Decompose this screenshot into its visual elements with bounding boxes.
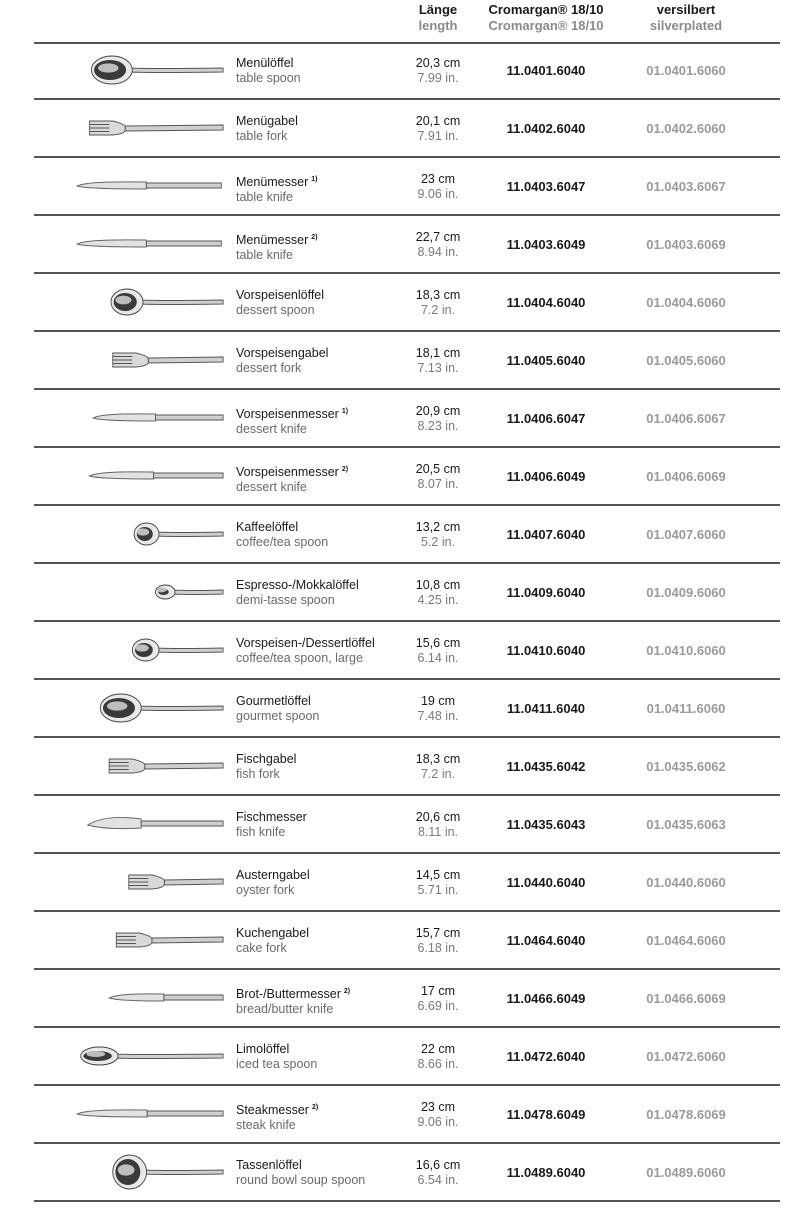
- cromargan-article-number: 11.0489.6040: [506, 1165, 586, 1180]
- length-in: 8.11 in.: [417, 825, 459, 839]
- length-in: 6.54 in.: [417, 1173, 459, 1187]
- length-cm: 20,1 cm: [415, 114, 461, 128]
- item-name-de: [236, 926, 416, 941]
- item-length: [406, 752, 470, 782]
- item-name-de: [236, 114, 416, 129]
- item-length: [406, 1042, 470, 1072]
- silverplated-article-number: 01.0478.6069: [646, 1107, 726, 1122]
- steak-knife-icon: [54, 1086, 232, 1142]
- item-name-en: dessert knife: [236, 480, 307, 495]
- length-cm: 10,8 cm: [415, 578, 461, 592]
- cromargan-article-number: 11.0410.6040: [506, 643, 586, 658]
- table-row: [34, 912, 780, 970]
- item-names: [236, 288, 416, 318]
- butter-knife-icon: [54, 970, 232, 1026]
- footnote-marker: 2): [311, 234, 318, 241]
- item-name-de-text: Austerngabel: [236, 868, 310, 882]
- length-in: 9.06 in.: [417, 187, 459, 201]
- item-length: [406, 230, 470, 260]
- item-names: [236, 984, 416, 1017]
- dessert-spoon-icon: [54, 622, 232, 678]
- length-cm: 20,6 cm: [415, 810, 461, 824]
- cromargan-article-number: 11.0472.6040: [506, 1049, 586, 1064]
- item-name-de-text: Brot-/Buttermesser: [236, 987, 341, 1002]
- item-name-en: dessert spoon: [236, 303, 315, 317]
- item-names: [236, 694, 416, 724]
- item-name-de: [236, 462, 416, 480]
- table-row: [34, 1086, 780, 1144]
- item-name-en: demi-tasse spoon: [236, 593, 335, 607]
- coffee-spoon-icon: [54, 506, 232, 562]
- cromargan-article-number: 11.0409.6040: [506, 585, 586, 600]
- length-in: 9.06 in.: [417, 1115, 459, 1129]
- cromargan-header-en: Cromargan® 18/10: [488, 18, 604, 33]
- item-name-de: [236, 578, 416, 593]
- length-header-en: length: [418, 18, 458, 33]
- length-in: 5.2 in.: [420, 535, 456, 549]
- item-names: [236, 346, 416, 376]
- item-names: [236, 230, 416, 263]
- length-cm: 15,6 cm: [415, 636, 461, 650]
- cromargan-article-number: 11.0435.6042: [506, 759, 586, 774]
- item-name-de: [236, 868, 416, 883]
- item-names: [236, 868, 416, 898]
- item-name-de-text: Gourmetlöffel: [236, 694, 311, 708]
- length-cm: 18,1 cm: [415, 346, 461, 360]
- item-name-de-text: Espresso-/Mokkalöffel: [236, 578, 359, 592]
- item-name-de: [236, 230, 416, 248]
- fish-fork-icon: [54, 738, 232, 794]
- cromargan-article-number: 11.0478.6049: [506, 1107, 586, 1122]
- item-name-de: [236, 520, 416, 535]
- cromargan-header-de: Cromargan® 18/10: [488, 2, 604, 17]
- cromargan-article-number: 11.0466.6049: [506, 991, 586, 1006]
- footnote-marker: 1): [341, 408, 349, 415]
- cromargan-article-number: 11.0464.6040: [506, 933, 586, 948]
- cake-fork-icon: [54, 912, 232, 968]
- item-name-de: [236, 404, 416, 422]
- item-name-de: [236, 810, 416, 825]
- silverplated-article-number: 01.0466.6069: [646, 991, 726, 1006]
- silverplated-article-number: 01.0464.6060: [646, 933, 726, 948]
- cromargan-article-number: 11.0403.6049: [506, 237, 586, 252]
- item-name-de: [236, 1042, 416, 1057]
- item-name-en: fish fork: [236, 767, 280, 781]
- item-name-en: table knife: [236, 248, 293, 263]
- table-row: [34, 158, 780, 216]
- table-header: [34, 0, 780, 44]
- table-row: [34, 216, 780, 274]
- item-name-de-text: Fischgabel: [236, 752, 297, 766]
- gourmet-spoon-icon: [54, 680, 232, 736]
- cromargan-article-number: 11.0440.6040: [506, 875, 586, 890]
- silverplated-article-number: 01.0409.6060: [646, 585, 726, 600]
- table-row: [34, 622, 780, 680]
- item-length: [406, 346, 470, 376]
- item-length: [406, 810, 470, 840]
- item-names: [236, 404, 416, 437]
- item-names: [236, 1042, 416, 1072]
- item-name-en: bread/butter knife: [236, 1002, 334, 1017]
- item-name-en: fish knife: [236, 825, 286, 839]
- product-table: [34, 42, 780, 1202]
- length-in: 7.91 in.: [417, 129, 459, 143]
- silverplated-article-number: 01.0402.6060: [646, 121, 726, 136]
- soup-spoon-icon: [54, 1144, 232, 1200]
- cromargan-article-number: 11.0406.6049: [506, 469, 586, 484]
- item-name-de-text: Limolöffel: [236, 1042, 290, 1056]
- item-length: [406, 694, 470, 724]
- dessert-knife-icon: [54, 390, 232, 446]
- espresso-spoon-icon: [54, 564, 232, 620]
- silverplated-article-number: 01.0411.6060: [646, 701, 726, 716]
- silverplated-article-number: 01.0406.6067: [646, 411, 726, 426]
- item-length: [406, 984, 470, 1014]
- length-in: 5.71 in.: [417, 883, 459, 897]
- dessert-fork-icon: [54, 332, 232, 388]
- item-name-en: table fork: [236, 129, 288, 143]
- cromargan-article-number: 11.0402.6040: [506, 121, 586, 136]
- item-names: [236, 752, 416, 782]
- length-in: 6.14 in.: [417, 651, 459, 665]
- item-name-en: coffee/tea spoon, large: [236, 651, 363, 665]
- cromargan-article-number: 11.0435.6043: [506, 817, 586, 832]
- item-name-de: [236, 288, 416, 303]
- length-cm: 14,5 cm: [415, 868, 461, 882]
- cromargan-article-number: 11.0407.6040: [506, 527, 586, 542]
- length-cm: 20,3 cm: [415, 56, 461, 70]
- item-length: [406, 1158, 470, 1188]
- item-name-de-text: Menümesser: [236, 175, 309, 190]
- item-names: [236, 1100, 416, 1133]
- silverplated-article-number: 01.0472.6060: [646, 1049, 726, 1064]
- item-names: [236, 1158, 416, 1188]
- silverplated-article-number: 01.0440.6060: [646, 875, 726, 890]
- item-length: [406, 172, 470, 202]
- length-header-de: Länge: [418, 2, 458, 17]
- item-name-de-text: Vorspeisengabel: [236, 346, 329, 360]
- item-name-en: oyster fork: [236, 883, 295, 897]
- silver-header-de: versilbert: [656, 2, 716, 17]
- length-cm: 20,5 cm: [415, 462, 461, 476]
- length-in: 7.2 in.: [420, 303, 456, 317]
- table-spoon-icon: [54, 42, 232, 98]
- item-length: [406, 868, 470, 898]
- item-length: [406, 56, 470, 86]
- silverplated-article-number: 01.0489.6060: [646, 1165, 726, 1180]
- silverplated-article-number: 01.0407.6060: [646, 527, 726, 542]
- item-name-de-text: Vorspeisenmesser: [236, 465, 339, 480]
- item-length: [406, 1100, 470, 1130]
- silver-header-en: silverplated: [649, 18, 723, 33]
- item-length: [406, 520, 470, 550]
- item-name-de-text: Menügabel: [236, 114, 298, 128]
- item-name-de-text: Tassenlöffel: [236, 1158, 302, 1172]
- cromargan-article-number: 11.0403.6047: [506, 179, 586, 194]
- oyster-fork-icon: [54, 854, 232, 910]
- length-cm: 22 cm: [420, 1042, 456, 1056]
- item-length: [406, 636, 470, 666]
- item-name-de-text: Menülöffel: [236, 56, 294, 70]
- item-length: [406, 578, 470, 608]
- silverplated-article-number: 01.0403.6067: [646, 179, 726, 194]
- table-knife-icon: [54, 158, 232, 214]
- length-cm: 23 cm: [420, 1100, 456, 1114]
- footnote-marker: 2): [311, 1104, 319, 1111]
- table-row: [34, 796, 780, 854]
- table-row: [34, 332, 780, 390]
- item-name-en: steak knife: [236, 1118, 296, 1133]
- item-name-en: cake fork: [236, 941, 287, 955]
- item-name-de-text: Vorspeisenmesser: [236, 407, 339, 422]
- item-name-de: [236, 752, 416, 767]
- table-row: [34, 448, 780, 506]
- item-names: [236, 926, 416, 956]
- item-name-en: dessert knife: [236, 422, 307, 437]
- item-name-de-text: Steakmesser: [236, 1103, 309, 1118]
- table-row: [34, 1144, 780, 1202]
- item-name-de-text: Menümesser: [236, 233, 309, 248]
- item-name-de: [236, 1158, 416, 1173]
- item-name-de: [236, 636, 416, 651]
- item-name-de-text: Fischmesser: [236, 810, 307, 824]
- item-name-de: [236, 56, 416, 71]
- item-name-en: table knife: [236, 190, 293, 205]
- length-cm: 18,3 cm: [415, 752, 461, 766]
- item-names: [236, 114, 416, 144]
- dessert-knife-icon: [54, 448, 232, 504]
- cromargan-article-number: 11.0411.6040: [506, 701, 586, 716]
- length-cm: 15,7 cm: [415, 926, 461, 940]
- item-name-en: table spoon: [236, 71, 301, 85]
- table-row: [34, 42, 780, 100]
- table-row: [34, 390, 780, 448]
- length-in: 8.07 in.: [417, 477, 459, 491]
- item-names: [236, 636, 416, 666]
- table-knife-icon: [54, 216, 232, 272]
- length-in: 8.23 in.: [417, 419, 459, 433]
- item-length: [406, 288, 470, 318]
- footnote-marker: 2): [343, 988, 351, 995]
- silverplated-article-number: 01.0435.6063: [646, 817, 726, 832]
- length-column-header: [406, 2, 470, 34]
- item-name-de: [236, 1100, 416, 1118]
- length-in: 7.2 in.: [420, 767, 456, 781]
- item-names: [236, 810, 416, 840]
- silverplated-column-header: [626, 2, 746, 34]
- length-in: 6.18 in.: [417, 941, 459, 955]
- silverplated-article-number: 01.0406.6069: [646, 469, 726, 484]
- table-row: [34, 100, 780, 158]
- length-in: 6.69 in.: [417, 999, 459, 1013]
- item-name-en: iced tea spoon: [236, 1057, 318, 1071]
- item-length: [406, 404, 470, 434]
- item-names: [236, 56, 416, 86]
- silverplated-article-number: 01.0405.6060: [646, 353, 726, 368]
- item-length: [406, 926, 470, 956]
- table-row: [34, 738, 780, 796]
- footnote-marker: 1): [311, 176, 318, 183]
- item-name-en: dessert fork: [236, 361, 302, 375]
- length-in: 8.66 in.: [417, 1057, 459, 1071]
- table-row: [34, 564, 780, 622]
- iced-tea-spoon-icon: [54, 1028, 232, 1084]
- item-name-de: [236, 984, 416, 1002]
- cromargan-article-number: 11.0404.6040: [506, 295, 586, 310]
- item-length: [406, 462, 470, 492]
- length-in: 4.25 in.: [417, 593, 459, 607]
- table-row: [34, 506, 780, 564]
- table-row: [34, 274, 780, 332]
- cromargan-column-header: [474, 2, 618, 34]
- length-cm: 16,6 cm: [415, 1158, 461, 1172]
- cromargan-article-number: 11.0406.6047: [506, 411, 586, 426]
- item-name-en: round bowl soup spoon: [236, 1173, 366, 1187]
- item-name-de-text: Vorspeisen-/Dessertlöffel: [236, 636, 375, 650]
- length-in: 7.13 in.: [417, 361, 459, 375]
- length-cm: 22,7 cm: [415, 230, 461, 244]
- silverplated-article-number: 01.0410.6060: [646, 643, 726, 658]
- item-name-de: [236, 694, 416, 709]
- table-row: [34, 970, 780, 1028]
- item-name-de-text: Vorspeisenlöffel: [236, 288, 325, 302]
- item-names: [236, 520, 416, 550]
- dessert-spoon-icon: [54, 274, 232, 330]
- item-name-en: coffee/tea spoon: [236, 535, 329, 549]
- item-length: [406, 114, 470, 144]
- item-names: [236, 172, 416, 205]
- item-name-en: gourmet spoon: [236, 709, 320, 723]
- silverplated-article-number: 01.0404.6060: [646, 295, 726, 310]
- table-row: [34, 1028, 780, 1086]
- length-cm: 17 cm: [420, 984, 456, 998]
- item-name-de: [236, 172, 416, 190]
- table-row: [34, 680, 780, 738]
- silverplated-article-number: 01.0435.6062: [646, 759, 726, 774]
- length-cm: 13,2 cm: [415, 520, 461, 534]
- footnote-marker: 2): [341, 466, 349, 473]
- table-row: [34, 854, 780, 912]
- item-name-de-text: Kaffeelöffel: [236, 520, 299, 534]
- length-cm: 18,3 cm: [415, 288, 461, 302]
- fish-knife-icon: [54, 796, 232, 852]
- table-fork-icon: [54, 100, 232, 156]
- length-in: 7.48 in.: [417, 709, 459, 723]
- length-cm: 20,9 cm: [415, 404, 461, 418]
- item-names: [236, 578, 416, 608]
- length-in: 8.94 in.: [417, 245, 459, 259]
- item-name-de: [236, 346, 416, 361]
- item-name-de-text: Kuchengabel: [236, 926, 309, 940]
- silverplated-article-number: 01.0401.6060: [646, 63, 726, 78]
- cromargan-article-number: 11.0405.6040: [506, 353, 586, 368]
- item-names: [236, 462, 416, 495]
- length-in: 7.99 in.: [417, 71, 459, 85]
- cromargan-article-number: 11.0401.6040: [506, 63, 586, 78]
- silverplated-article-number: 01.0403.6069: [646, 237, 726, 252]
- length-cm: 23 cm: [420, 172, 456, 186]
- length-cm: 19 cm: [420, 694, 456, 708]
